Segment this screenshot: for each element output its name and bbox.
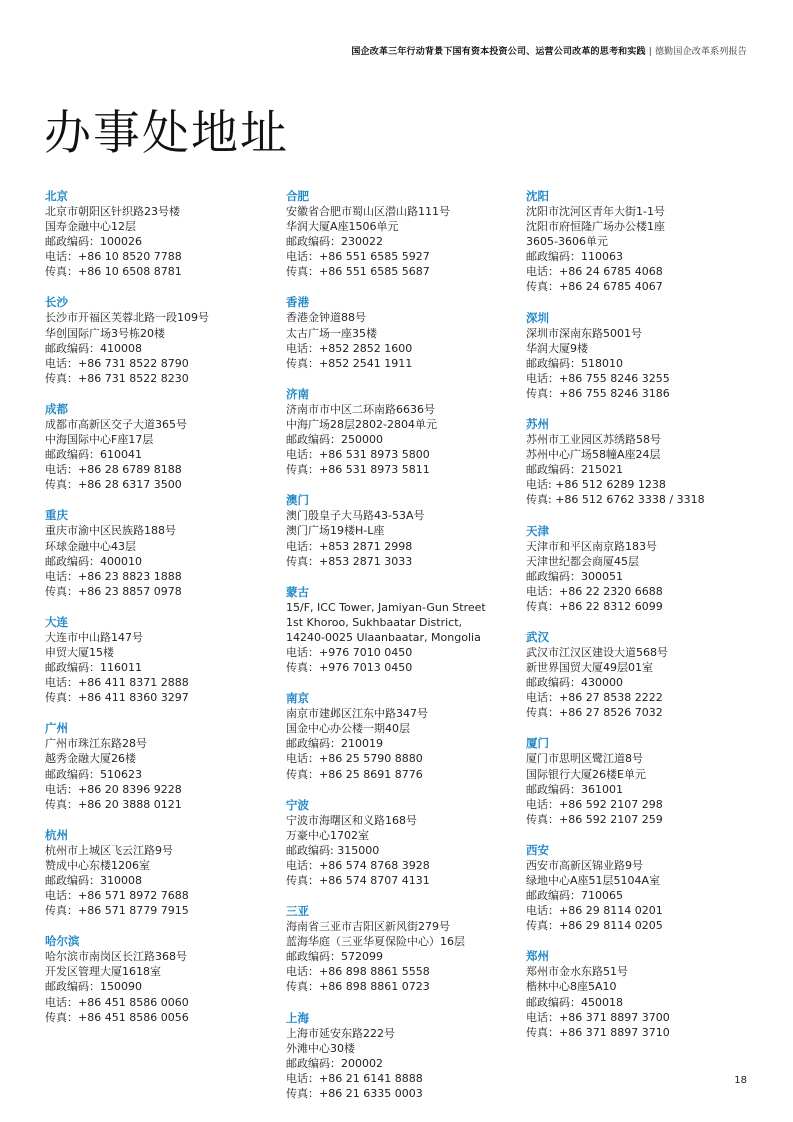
- office-address-line: 长沙市开福区芙蓉北路一段109号: [45, 311, 209, 325]
- office-address-line: 沈阳市府恒隆广场办公楼1座: [526, 220, 665, 234]
- office-address-line: 邮政编码：200002: [286, 1056, 383, 1070]
- office-address-line: 传真：+86 25 8691 8776: [286, 767, 423, 781]
- office-entry: [526, 189, 754, 295]
- office-address-line: 邮政编码：450018: [526, 995, 623, 1009]
- office-address-line: 中海广场28层2802-2804单元: [286, 417, 437, 431]
- office-entry: [45, 615, 273, 705]
- office-address-line: 申贸大厦15楼: [45, 645, 114, 659]
- office-city-name: 沈阳: [526, 189, 549, 203]
- office-address-line: 邮政编码：215021: [526, 463, 623, 477]
- office-address-line: 深圳市深南东路5001号: [526, 326, 642, 340]
- office-address-line: 传真：+86 898 8861 0723: [286, 980, 430, 994]
- office-address-line: 外滩中心30楼: [286, 1041, 355, 1055]
- office-address-line: 邮政编码：510623: [45, 767, 142, 781]
- office-city-name: 厦门: [526, 736, 549, 751]
- office-address-line: 邮政编码：361001: [526, 782, 623, 796]
- office-entry: [45, 402, 273, 492]
- office-address-line: 电话：+86 371 8897 3700: [526, 1010, 670, 1024]
- office-address-line: 电话：+86 411 8371 2888: [45, 676, 189, 690]
- office-address-line: 安徽省合肥市蜀山区潜山路111号: [286, 205, 450, 218]
- office-address-line: 邮政编码：300051: [526, 569, 623, 583]
- office-city-name: 武汉: [526, 629, 549, 644]
- office-address-line: 电话：+86 571 8972 7688: [45, 889, 189, 903]
- office-address-line: 邮政编码：710065: [526, 889, 623, 903]
- office-address-line: 传真：+86 23 8857 0978: [45, 584, 182, 598]
- office-city-name: 苏州: [526, 417, 549, 432]
- office-address-line: 传真：+86 571 8779 7915: [45, 904, 189, 918]
- office-address-line: 电话：+86 23 8823 1888: [45, 569, 182, 583]
- office-address-line: 济南市市中区二环南路6636号: [286, 402, 435, 416]
- office-entry: [526, 949, 754, 1039]
- report-series: 德勤国企改革系列报告: [654, 47, 747, 57]
- office-address-line: 电话：+86 29 8114 0201: [526, 904, 663, 918]
- office-address-line: 传真：+86 411 8360 3297: [45, 691, 189, 705]
- office-address-line: 绿地中心A座51层5104A室: [526, 874, 661, 887]
- office-address-line: 国金中心办公楼一期40层: [286, 722, 410, 736]
- office-address-line: 澳门殷皇子大马路43-53A号: [286, 509, 425, 523]
- office-city-name: 郑州: [526, 949, 549, 964]
- office-city-name: 大连: [45, 614, 68, 629]
- office-address-line: 电话：+86 551 6585 5927: [286, 250, 430, 264]
- office-address-line: 传真：+86 592 2107 259: [526, 812, 663, 826]
- office-city-name: 宁波: [286, 797, 309, 812]
- office-address-line: 香港金钟道88号: [286, 311, 366, 325]
- office-address-line: 成都市高新区交子大道365号: [45, 417, 187, 431]
- office-address-line: 南京市建邺区江东中路347号: [286, 707, 428, 721]
- office-address-line: 传真：+86 731 8522 8230: [45, 371, 189, 385]
- office-address-line: 广州市珠江东路28号: [45, 737, 147, 751]
- office-entry: [286, 691, 514, 781]
- office-entry: [526, 630, 754, 720]
- office-entry: [526, 843, 754, 933]
- office-address-line: 1st Khoroo, Sukhbaatar District,: [286, 615, 463, 629]
- office-address-line: 大连市中山路147号: [45, 630, 143, 644]
- office-address-line: 邮政编码：572099: [286, 950, 383, 964]
- office-address-line: 国寿金融中心12层: [45, 220, 136, 234]
- header-separator: |: [648, 47, 652, 57]
- office-address-line: 传真：+86 22 8312 6099: [526, 599, 663, 613]
- office-address-line: 传真：+976 7013 0450: [286, 661, 413, 675]
- office-address-line: 邮政编码：400010: [45, 554, 142, 568]
- office-city-name: 长沙: [45, 295, 68, 310]
- office-address-line: 沈阳市沈河区青年大街1-1号: [526, 205, 665, 218]
- office-address-line: 传真：+86 451 8586 0056: [45, 1010, 189, 1024]
- office-address-line: 天津市和平区南京路183号: [526, 539, 657, 553]
- office-address-line: 传真：+86 29 8114 0205: [526, 919, 663, 933]
- office-entry: [45, 295, 273, 385]
- office-entry: [286, 585, 514, 675]
- office-city-name: 南京: [286, 691, 309, 706]
- office-address-line: 传真：+86 27 8526 7032: [526, 706, 663, 720]
- office-column-1: [45, 189, 273, 1041]
- office-address-line: 传真：+852 2541 1911: [286, 356, 413, 370]
- office-address-line: 15/F, ICC Tower, Jamiyan-Gun Street: [286, 600, 486, 614]
- office-address-line: 电话：+86 21 6141 8888: [286, 1071, 423, 1085]
- office-address-line: 电话：+853 2871 2998: [286, 539, 413, 553]
- office-address-line: 电话：+86 755 8246 3255: [526, 371, 670, 385]
- office-address-line: 传真：+86 551 6585 5687: [286, 265, 430, 279]
- office-address-line: 新世界国贸大厦49层01室: [526, 661, 653, 675]
- office-address-line: 邮政编码: 315000: [286, 843, 380, 857]
- office-city-name: 澳门: [286, 493, 309, 508]
- office-address-line: 电话：+86 574 8768 3928: [286, 858, 430, 872]
- office-entry: [526, 311, 754, 401]
- office-address-line: 郑州市金水东路51号: [526, 965, 628, 979]
- office-address-line: 传真：+86 20 3888 0121: [45, 797, 182, 811]
- office-entry: [286, 387, 514, 477]
- office-city-name: 北京: [45, 189, 68, 203]
- office-city-name: 广州: [45, 721, 68, 736]
- office-address-line: 国际银行大厦26楼E单元: [526, 767, 646, 781]
- office-address-line: 上海市延安东路222号: [286, 1026, 395, 1040]
- office-address-line: 厦门市思明区鹭江道8号: [526, 752, 643, 766]
- office-address-line: 邮政编码：210019: [286, 737, 383, 751]
- office-entry: [45, 721, 273, 811]
- office-address-line: 杭州市上城区飞云江路9号: [45, 843, 173, 857]
- office-city-name: 杭州: [45, 827, 68, 842]
- office-address-line: 传真：+86 28 6317 3500: [45, 478, 182, 492]
- office-address-line: 华创国际广场3号栋20楼: [45, 326, 165, 340]
- office-address-line: 传真：+853 2871 3033: [286, 554, 413, 568]
- office-entry: [45, 508, 273, 598]
- office-address-line: 中海国际中心F座17层: [45, 433, 154, 447]
- office-address-line: 海南省三亚市吉阳区新风街279号: [286, 920, 450, 934]
- office-address-line: 哈尔滨市南岗区长江路368号: [45, 950, 187, 964]
- office-city-name: 西安: [526, 842, 549, 857]
- office-address-line: 电话：+86 731 8522 8790: [45, 356, 189, 370]
- office-address-line: 传真：+86 574 8707 4131: [286, 874, 430, 887]
- office-address-line: 邮政编码：610041: [45, 448, 142, 462]
- office-column-3: [526, 189, 754, 1056]
- office-city-name: 三亚: [286, 904, 309, 919]
- office-address-line: 澳门广场19楼H-L座: [286, 524, 385, 538]
- office-city-name: 重庆: [45, 508, 68, 523]
- office-address-line: 华润大厦A座1506单元: [286, 220, 399, 234]
- office-city-name: 香港: [286, 295, 309, 310]
- office-address-line: 电话：+86 898 8861 5558: [286, 965, 430, 979]
- office-address-line: 邮政编码：430000: [526, 676, 623, 690]
- office-address-line: 传真：+86 21 6335 0003: [286, 1086, 423, 1100]
- office-entry: [286, 493, 514, 568]
- office-address-line: 邮政编码：100026: [45, 235, 142, 249]
- page-number: 18: [734, 1075, 747, 1086]
- office-address-line: 电话：+86 25 5790 8880: [286, 752, 423, 766]
- office-address-line: 传真: +86 512 6762 3338 / 3318: [526, 493, 705, 507]
- office-address-line: 西安市高新区锦业路9号: [526, 858, 643, 872]
- office-entry: [286, 1011, 514, 1101]
- report-title: 国企改革三年行动背景下国有资本投资公司、运营公司改革的思考和实践: [351, 47, 646, 57]
- office-address-line: 太古广场一座35楼: [286, 326, 377, 340]
- office-address-line: 14240-0025 Ulaanbaatar, Mongolia: [286, 630, 481, 644]
- office-address-line: 北京市朝阳区针织路23号楼: [45, 205, 180, 218]
- office-address-line: 环球金融中心43层: [45, 539, 136, 553]
- office-address-line: 越秀金融大厦26楼: [45, 752, 136, 766]
- office-entry: [286, 189, 514, 279]
- office-address-line: 电话：+86 10 8520 7788: [45, 250, 182, 264]
- office-address-line: 万豪中心1702室: [286, 828, 369, 842]
- office-address-line: 传真：+86 371 8897 3710: [526, 1025, 670, 1039]
- office-address-line: 宁波市海曙区和义路168号: [286, 813, 417, 827]
- office-address-line: 传真：+86 531 8973 5811: [286, 463, 430, 477]
- office-entry: [286, 798, 514, 888]
- office-address-line: 天津世纪都会商厦45层: [526, 554, 639, 568]
- office-address-line: 电话：+86 24 6785 4068: [526, 265, 663, 279]
- office-address-line: 武汉市江汉区建设大道568号: [526, 645, 668, 659]
- office-entry: [45, 828, 273, 918]
- office-address-line: 传真：+86 10 6508 8781: [45, 265, 182, 279]
- office-city-name: 深圳: [526, 310, 549, 325]
- office-city-name: 蒙古: [286, 584, 309, 599]
- office-entry: [526, 524, 754, 614]
- running-header: [351, 44, 747, 57]
- office-address-line: 邮政编码：518010: [526, 356, 623, 370]
- office-address-line: 传真：+86 24 6785 4067: [526, 280, 663, 294]
- office-address-line: 蓝海华庭（三亚华夏保险中心）16层: [286, 935, 465, 949]
- office-address-line: 邮政编码：230022: [286, 235, 383, 249]
- office-address-line: 苏州中心广场58幢A座24层: [526, 448, 661, 462]
- office-address-line: 电话：+86 22 2320 6688: [526, 584, 663, 598]
- office-entry: [526, 417, 754, 507]
- office-address-line: 3605-3606单元: [526, 235, 608, 249]
- office-address-line: 电话：+86 531 8973 5800: [286, 448, 430, 462]
- office-address-line: 电话：+86 27 8538 2222: [526, 691, 663, 705]
- office-city-name: 成都: [45, 401, 68, 416]
- office-address-line: 电话: +86 512 6289 1238: [526, 478, 666, 492]
- office-address-line: 赞成中心东楼1206室: [45, 858, 150, 872]
- office-address-line: 电话：+852 2852 1600: [286, 341, 413, 355]
- office-address-line: 邮政编码：116011: [45, 661, 142, 675]
- office-city-name: 合肥: [286, 189, 309, 203]
- office-column-2: [286, 189, 514, 1117]
- office-address-line: 电话：+86 592 2107 298: [526, 797, 663, 811]
- office-entry: [286, 295, 514, 370]
- office-address-line: 电话：+86 20 8396 9228: [45, 782, 182, 796]
- office-address-line: 开发区管理大厦1618室: [45, 965, 161, 979]
- office-entry: [286, 904, 514, 994]
- office-address-line: 邮政编码：410008: [45, 341, 142, 355]
- office-address-line: 电话：+976 7010 0450: [286, 645, 413, 659]
- office-address-line: 邮政编码：110063: [526, 250, 623, 264]
- office-address-line: 传真：+86 755 8246 3186: [526, 386, 670, 400]
- office-address-line: 楷林中心8座5A10: [526, 980, 617, 994]
- page-title: 办事处地址: [44, 106, 289, 161]
- office-address-line: 电话：+86 28 6789 8188: [45, 463, 182, 477]
- office-address-line: 重庆市渝中区民族路188号: [45, 524, 176, 538]
- office-address-line: 电话：+86 451 8586 0060: [45, 995, 189, 1009]
- office-city-name: 哈尔滨: [45, 934, 80, 949]
- office-city-name: 上海: [286, 1010, 309, 1025]
- office-entry: [45, 934, 273, 1024]
- office-city-name: 济南: [286, 386, 309, 401]
- office-city-name: 天津: [526, 523, 549, 538]
- office-address-line: 华润大厦9楼: [526, 341, 588, 355]
- office-address-line: 邮政编码：310008: [45, 874, 142, 887]
- office-entry: [526, 736, 754, 826]
- office-entry: [45, 189, 273, 279]
- office-address-line: 邮政编码：250000: [286, 433, 383, 447]
- office-address-line: 苏州市工业园区苏绣路58号: [526, 433, 661, 447]
- office-address-line: 邮政编码：150090: [45, 980, 142, 994]
